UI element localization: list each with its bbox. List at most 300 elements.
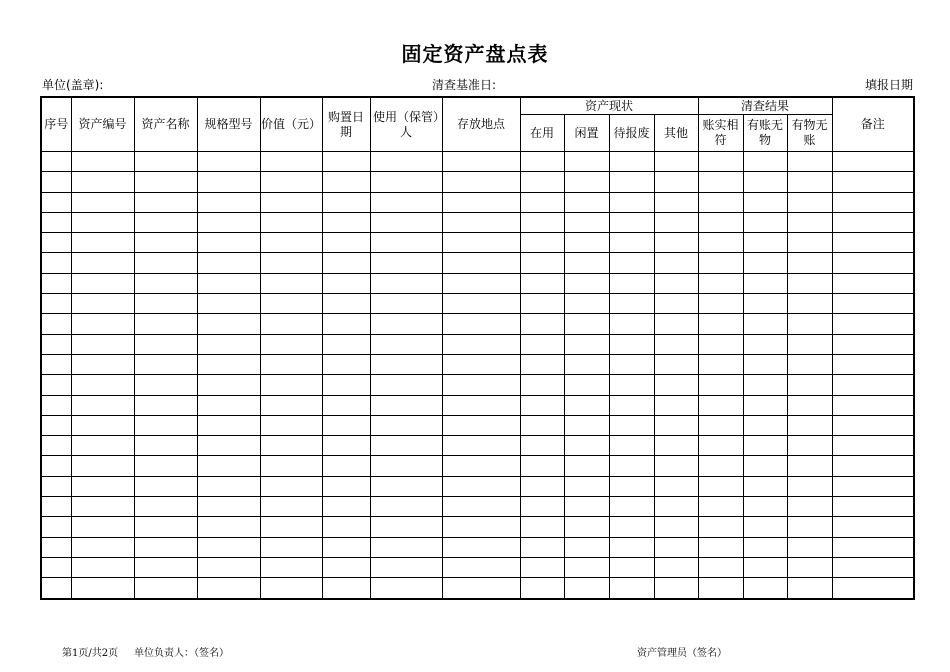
table-cell[interactable] — [832, 314, 914, 334]
table-cell[interactable] — [134, 436, 197, 456]
table-cell[interactable] — [520, 212, 564, 232]
table-cell[interactable] — [698, 334, 743, 354]
table-cell[interactable] — [71, 375, 134, 395]
table-cell[interactable] — [71, 557, 134, 577]
table-cell[interactable] — [698, 578, 743, 599]
table-cell[interactable] — [832, 212, 914, 232]
table-cell[interactable] — [370, 415, 442, 435]
table-cell[interactable] — [322, 476, 370, 496]
table-cell[interactable] — [71, 233, 134, 253]
table-cell[interactable] — [322, 497, 370, 517]
table-cell[interactable] — [698, 476, 743, 496]
table-cell[interactable] — [609, 354, 654, 374]
table-cell[interactable] — [743, 476, 787, 496]
table-cell[interactable] — [197, 212, 260, 232]
table-cell[interactable] — [71, 537, 134, 557]
table-cell[interactable] — [787, 395, 832, 415]
table-cell[interactable] — [609, 456, 654, 476]
table-cell[interactable] — [442, 253, 520, 273]
table-cell[interactable] — [197, 517, 260, 537]
table-cell[interactable] — [134, 152, 197, 172]
table-cell[interactable] — [832, 172, 914, 192]
table-cell[interactable] — [743, 395, 787, 415]
table-cell[interactable] — [370, 476, 442, 496]
table-cell[interactable] — [370, 253, 442, 273]
table-cell[interactable] — [654, 314, 698, 334]
table-cell[interactable] — [520, 517, 564, 537]
table-cell[interactable] — [41, 334, 71, 354]
table-cell[interactable] — [832, 273, 914, 293]
table-cell[interactable] — [698, 395, 743, 415]
table-cell[interactable] — [743, 557, 787, 577]
table-cell[interactable] — [134, 537, 197, 557]
table-cell[interactable] — [787, 476, 832, 496]
table-cell[interactable] — [134, 395, 197, 415]
table-cell[interactable] — [654, 537, 698, 557]
table-cell[interactable] — [41, 152, 71, 172]
table-cell[interactable] — [41, 578, 71, 599]
table-cell[interactable] — [787, 294, 832, 314]
table-cell[interactable] — [787, 212, 832, 232]
table-cell[interactable] — [322, 314, 370, 334]
table-cell[interactable] — [134, 578, 197, 599]
table-cell[interactable] — [442, 436, 520, 456]
table-cell[interactable] — [71, 415, 134, 435]
table-cell[interactable] — [71, 354, 134, 374]
table-cell[interactable] — [71, 578, 134, 599]
table-cell[interactable] — [197, 334, 260, 354]
table-cell[interactable] — [743, 436, 787, 456]
table-cell[interactable] — [322, 415, 370, 435]
table-cell[interactable] — [197, 314, 260, 334]
table-cell[interactable] — [41, 395, 71, 415]
table-cell[interactable] — [197, 354, 260, 374]
table-cell[interactable] — [71, 273, 134, 293]
table-cell[interactable] — [260, 415, 322, 435]
table-cell[interactable] — [370, 497, 442, 517]
table-cell[interactable] — [41, 557, 71, 577]
table-cell[interactable] — [520, 172, 564, 192]
table-cell[interactable] — [654, 415, 698, 435]
table-cell[interactable] — [41, 212, 71, 232]
table-cell[interactable] — [41, 375, 71, 395]
table-cell[interactable] — [134, 375, 197, 395]
table-cell[interactable] — [832, 152, 914, 172]
table-cell[interactable] — [41, 476, 71, 496]
table-cell[interactable] — [520, 557, 564, 577]
table-cell[interactable] — [260, 233, 322, 253]
table-cell[interactable] — [71, 456, 134, 476]
table-cell[interactable] — [609, 192, 654, 212]
table-cell[interactable] — [654, 334, 698, 354]
table-cell[interactable] — [743, 415, 787, 435]
table-cell[interactable] — [832, 253, 914, 273]
table-cell[interactable] — [41, 436, 71, 456]
table-cell[interactable] — [520, 395, 564, 415]
table-cell[interactable] — [260, 192, 322, 212]
table-cell[interactable] — [41, 294, 71, 314]
table-cell[interactable] — [698, 537, 743, 557]
table-cell[interactable] — [832, 354, 914, 374]
table-cell[interactable] — [41, 172, 71, 192]
table-cell[interactable] — [743, 375, 787, 395]
table-cell[interactable] — [564, 436, 609, 456]
table-cell[interactable] — [698, 152, 743, 172]
table-cell[interactable] — [41, 233, 71, 253]
table-cell[interactable] — [197, 294, 260, 314]
table-cell[interactable] — [654, 152, 698, 172]
table-cell[interactable] — [370, 375, 442, 395]
table-cell[interactable] — [322, 294, 370, 314]
table-cell[interactable] — [743, 517, 787, 537]
table-cell[interactable] — [322, 557, 370, 577]
table-cell[interactable] — [698, 354, 743, 374]
table-cell[interactable] — [442, 233, 520, 253]
table-cell[interactable] — [654, 233, 698, 253]
table-cell[interactable] — [260, 517, 322, 537]
table-cell[interactable] — [322, 152, 370, 172]
table-cell[interactable] — [370, 517, 442, 537]
table-cell[interactable] — [442, 456, 520, 476]
table-cell[interactable] — [743, 456, 787, 476]
table-cell[interactable] — [260, 557, 322, 577]
table-cell[interactable] — [322, 537, 370, 557]
table-cell[interactable] — [41, 537, 71, 557]
table-cell[interactable] — [71, 192, 134, 212]
table-cell[interactable] — [322, 212, 370, 232]
table-cell[interactable] — [787, 172, 832, 192]
table-cell[interactable] — [832, 415, 914, 435]
table-cell[interactable] — [832, 537, 914, 557]
table-cell[interactable] — [41, 517, 71, 537]
table-cell[interactable] — [743, 253, 787, 273]
table-cell[interactable] — [71, 294, 134, 314]
table-cell[interactable] — [609, 436, 654, 456]
table-cell[interactable] — [564, 354, 609, 374]
table-cell[interactable] — [564, 375, 609, 395]
table-cell[interactable] — [71, 152, 134, 172]
table-cell[interactable] — [71, 436, 134, 456]
table-cell[interactable] — [743, 537, 787, 557]
table-cell[interactable] — [787, 233, 832, 253]
table-cell[interactable] — [609, 233, 654, 253]
table-cell[interactable] — [41, 354, 71, 374]
table-cell[interactable] — [442, 557, 520, 577]
table-cell[interactable] — [787, 334, 832, 354]
table-cell[interactable] — [260, 273, 322, 293]
table-cell[interactable] — [609, 273, 654, 293]
table-cell[interactable] — [520, 233, 564, 253]
table-cell[interactable] — [564, 476, 609, 496]
table-cell[interactable] — [787, 557, 832, 577]
table-cell[interactable] — [71, 253, 134, 273]
table-cell[interactable] — [654, 273, 698, 293]
table-cell[interactable] — [442, 294, 520, 314]
table-cell[interactable] — [134, 517, 197, 537]
table-cell[interactable] — [787, 537, 832, 557]
table-cell[interactable] — [564, 294, 609, 314]
table-cell[interactable] — [609, 294, 654, 314]
table-cell[interactable] — [134, 253, 197, 273]
table-cell[interactable] — [787, 456, 832, 476]
table-cell[interactable] — [260, 172, 322, 192]
table-cell[interactable] — [134, 476, 197, 496]
table-cell[interactable] — [370, 273, 442, 293]
table-cell[interactable] — [654, 212, 698, 232]
table-cell[interactable] — [743, 212, 787, 232]
table-cell[interactable] — [787, 375, 832, 395]
table-cell[interactable] — [370, 294, 442, 314]
table-cell[interactable] — [832, 192, 914, 212]
table-cell[interactable] — [520, 294, 564, 314]
table-cell[interactable] — [370, 192, 442, 212]
table-cell[interactable] — [134, 172, 197, 192]
table-cell[interactable] — [832, 497, 914, 517]
table-cell[interactable] — [442, 314, 520, 334]
table-cell[interactable] — [197, 476, 260, 496]
table-cell[interactable] — [743, 314, 787, 334]
table-cell[interactable] — [698, 436, 743, 456]
table-cell[interactable] — [654, 578, 698, 599]
table-cell[interactable] — [832, 517, 914, 537]
table-cell[interactable] — [698, 456, 743, 476]
table-cell[interactable] — [609, 395, 654, 415]
table-cell[interactable] — [698, 212, 743, 232]
table-cell[interactable] — [564, 497, 609, 517]
table-cell[interactable] — [520, 436, 564, 456]
table-cell[interactable] — [197, 253, 260, 273]
table-cell[interactable] — [71, 497, 134, 517]
table-cell[interactable] — [832, 436, 914, 456]
table-cell[interactable] — [370, 578, 442, 599]
table-cell[interactable] — [370, 354, 442, 374]
table-cell[interactable] — [564, 557, 609, 577]
table-cell[interactable] — [654, 294, 698, 314]
table-cell[interactable] — [698, 517, 743, 537]
table-cell[interactable] — [787, 314, 832, 334]
table-cell[interactable] — [370, 456, 442, 476]
table-cell[interactable] — [442, 476, 520, 496]
table-cell[interactable] — [41, 456, 71, 476]
table-cell[interactable] — [442, 172, 520, 192]
table-cell[interactable] — [520, 476, 564, 496]
table-cell[interactable] — [654, 476, 698, 496]
table-cell[interactable] — [442, 517, 520, 537]
table-cell[interactable] — [698, 192, 743, 212]
table-cell[interactable] — [520, 578, 564, 599]
table-cell[interactable] — [134, 314, 197, 334]
table-cell[interactable] — [134, 212, 197, 232]
table-cell[interactable] — [322, 172, 370, 192]
table-cell[interactable] — [609, 578, 654, 599]
table-cell[interactable] — [564, 233, 609, 253]
table-cell[interactable] — [832, 557, 914, 577]
table-cell[interactable] — [609, 172, 654, 192]
table-cell[interactable] — [654, 375, 698, 395]
table-cell[interactable] — [134, 557, 197, 577]
table-cell[interactable] — [654, 557, 698, 577]
table-cell[interactable] — [370, 334, 442, 354]
table-cell[interactable] — [260, 314, 322, 334]
table-cell[interactable] — [698, 273, 743, 293]
table-cell[interactable] — [41, 273, 71, 293]
table-cell[interactable] — [520, 354, 564, 374]
table-cell[interactable] — [698, 172, 743, 192]
table-cell[interactable] — [134, 497, 197, 517]
table-cell[interactable] — [260, 476, 322, 496]
table-cell[interactable] — [197, 233, 260, 253]
table-cell[interactable] — [442, 375, 520, 395]
table-cell[interactable] — [197, 436, 260, 456]
table-cell[interactable] — [520, 314, 564, 334]
table-cell[interactable] — [564, 395, 609, 415]
table-cell[interactable] — [370, 233, 442, 253]
table-cell[interactable] — [197, 192, 260, 212]
table-cell[interactable] — [41, 497, 71, 517]
table-cell[interactable] — [698, 253, 743, 273]
table-cell[interactable] — [134, 334, 197, 354]
table-cell[interactable] — [698, 415, 743, 435]
table-cell[interactable] — [260, 294, 322, 314]
table-cell[interactable] — [71, 314, 134, 334]
table-cell[interactable] — [743, 192, 787, 212]
table-cell[interactable] — [442, 354, 520, 374]
table-cell[interactable] — [71, 517, 134, 537]
table-cell[interactable] — [197, 375, 260, 395]
table-cell[interactable] — [260, 436, 322, 456]
table-cell[interactable] — [564, 517, 609, 537]
table-cell[interactable] — [520, 456, 564, 476]
table-cell[interactable] — [41, 415, 71, 435]
table-cell[interactable] — [564, 172, 609, 192]
table-cell[interactable] — [442, 192, 520, 212]
table-cell[interactable] — [609, 314, 654, 334]
table-cell[interactable] — [609, 557, 654, 577]
table-cell[interactable] — [654, 253, 698, 273]
table-cell[interactable] — [71, 212, 134, 232]
table-cell[interactable] — [832, 375, 914, 395]
table-cell[interactable] — [698, 294, 743, 314]
table-cell[interactable] — [260, 375, 322, 395]
table-cell[interactable] — [260, 578, 322, 599]
table-cell[interactable] — [322, 375, 370, 395]
table-cell[interactable] — [743, 497, 787, 517]
table-cell[interactable] — [654, 192, 698, 212]
table-cell[interactable] — [698, 314, 743, 334]
table-cell[interactable] — [654, 436, 698, 456]
table-cell[interactable] — [322, 517, 370, 537]
table-cell[interactable] — [609, 537, 654, 557]
table-cell[interactable] — [832, 294, 914, 314]
table-cell[interactable] — [197, 578, 260, 599]
table-cell[interactable] — [442, 273, 520, 293]
table-cell[interactable] — [260, 537, 322, 557]
table-cell[interactable] — [787, 436, 832, 456]
table-cell[interactable] — [370, 314, 442, 334]
table-cell[interactable] — [520, 152, 564, 172]
table-cell[interactable] — [370, 212, 442, 232]
table-cell[interactable] — [564, 273, 609, 293]
table-cell[interactable] — [197, 395, 260, 415]
table-cell[interactable] — [564, 192, 609, 212]
table-cell[interactable] — [134, 415, 197, 435]
table-cell[interactable] — [564, 314, 609, 334]
table-cell[interactable] — [743, 273, 787, 293]
table-cell[interactable] — [654, 354, 698, 374]
table-cell[interactable] — [322, 456, 370, 476]
table-cell[interactable] — [698, 497, 743, 517]
table-cell[interactable] — [832, 578, 914, 599]
table-cell[interactable] — [442, 152, 520, 172]
table-cell[interactable] — [787, 253, 832, 273]
table-cell[interactable] — [134, 294, 197, 314]
table-cell[interactable] — [787, 578, 832, 599]
table-cell[interactable] — [442, 578, 520, 599]
table-cell[interactable] — [787, 497, 832, 517]
table-cell[interactable] — [260, 354, 322, 374]
table-cell[interactable] — [322, 395, 370, 415]
table-cell[interactable] — [322, 253, 370, 273]
table-cell[interactable] — [370, 436, 442, 456]
table-cell[interactable] — [832, 476, 914, 496]
table-cell[interactable] — [197, 172, 260, 192]
table-cell[interactable] — [370, 152, 442, 172]
table-cell[interactable] — [654, 456, 698, 476]
table-cell[interactable] — [370, 537, 442, 557]
table-cell[interactable] — [743, 354, 787, 374]
table-cell[interactable] — [564, 456, 609, 476]
table-cell[interactable] — [564, 253, 609, 273]
table-cell[interactable] — [743, 152, 787, 172]
table-cell[interactable] — [609, 253, 654, 273]
table-cell[interactable] — [260, 212, 322, 232]
table-cell[interactable] — [322, 436, 370, 456]
table-cell[interactable] — [71, 334, 134, 354]
table-cell[interactable] — [134, 273, 197, 293]
table-cell[interactable] — [370, 557, 442, 577]
table-cell[interactable] — [654, 497, 698, 517]
table-cell[interactable] — [787, 354, 832, 374]
table-cell[interactable] — [743, 172, 787, 192]
table-cell[interactable] — [322, 233, 370, 253]
table-cell[interactable] — [442, 395, 520, 415]
table-cell[interactable] — [787, 517, 832, 537]
table-cell[interactable] — [787, 415, 832, 435]
table-cell[interactable] — [322, 578, 370, 599]
table-cell[interactable] — [564, 578, 609, 599]
table-cell[interactable] — [609, 497, 654, 517]
table-cell[interactable] — [197, 415, 260, 435]
table-cell[interactable] — [370, 395, 442, 415]
table-cell[interactable] — [322, 273, 370, 293]
table-cell[interactable] — [609, 517, 654, 537]
table-cell[interactable] — [698, 375, 743, 395]
table-cell[interactable] — [609, 212, 654, 232]
table-cell[interactable] — [134, 456, 197, 476]
table-cell[interactable] — [260, 253, 322, 273]
table-cell[interactable] — [520, 375, 564, 395]
table-cell[interactable] — [520, 273, 564, 293]
table-cell[interactable] — [743, 578, 787, 599]
table-cell[interactable] — [134, 354, 197, 374]
table-cell[interactable] — [654, 172, 698, 192]
table-cell[interactable] — [654, 517, 698, 537]
table-cell[interactable] — [322, 334, 370, 354]
table-cell[interactable] — [832, 233, 914, 253]
table-cell[interactable] — [609, 152, 654, 172]
table-cell[interactable] — [71, 172, 134, 192]
table-cell[interactable] — [197, 152, 260, 172]
